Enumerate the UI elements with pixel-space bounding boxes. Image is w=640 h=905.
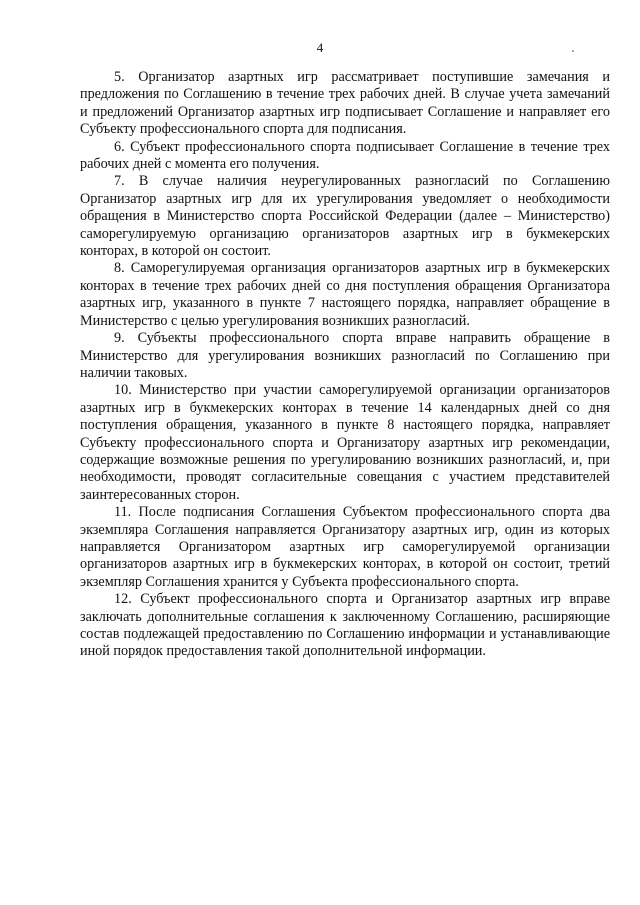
paragraph-9: 9. Субъекты профессионального спорта вправе направить обращение в Министерство для урегулирования возникших разногласий по Соглашению при наличии таковых. [80,330,610,381]
paragraph-7: 7. В случае наличия неурегулированных разногласий по Соглашению Организатор азартных игр для их урегулирования уведомляет о необходимости обращения в Министерство спорта Российской Федерации (далее – Министерство) саморегулируемую организацию организаторов азартных игр в букмекерских конторах, в которой он состоит. [80,173,610,260]
paragraph-8: 8. Саморегулируемая организация организаторов азартных игр в букмекерских конторах в течение трех рабочих дней со дня поступления обращения Организатора азартных игр, указанного в пункте 7 настоящего порядка, направляет обращение в Министерство с целью урегулирования возникших разногласий. [80,260,610,329]
paragraph-11: 11. После подписания Соглашения Субъектом профессионального спорта два экземпляра Соглашения направляется Организатору азартных игр, один из которых направляется Организатором азартных игр саморегулируемой организации организаторов азартных игр в букмекерских конторах, в которой он состоит, третий экземпляр Соглашения хранится у Субъекта профессионального спорта. [80,504,610,590]
paragraph-10: 10. Министерство при участии саморегулируемой организации организаторов азартных игр в букмекерских конторах в течение 14 календарных дней со дня поступления обращения, указанного в пункте 8 настоящего порядка, направляет Субъекту профессионального спорта и Организатору азартных игр рекомендации, содержащие возможные решения по урегулированию возникших разногласий, и, при необходимости, проводят согласительные совещания с участием представителей заинтересованных сторон. [80,382,610,503]
paragraph-5: 5. Организатор азартных игр рассматривает поступившие замечания и предложения по Соглашению в течение трех рабочих дней. В случае учета замечаний и предложений Организатор азартных игр подписывает Соглашение и направляет его Субъекту профессионального спорта для подписания. [80,69,610,138]
document-body [80,69,610,661]
paragraph-6: 6. Субъект профессионального спорта подписывает Соглашение в течение трех рабочих дней с момента его получения. [80,138,610,173]
page-number: 4 [316,40,324,55]
paragraph-12: 12. Субъект профессионального спорта и Организатор азартных игр вправе заключать дополнительные соглашения к заключенному Соглашению, расширяющие состав подлежащей предоставлению по Соглашению информации и устанавливающие иной порядок предоставления такой дополнительной информации. [80,591,610,660]
scan-speck [572,50,574,52]
